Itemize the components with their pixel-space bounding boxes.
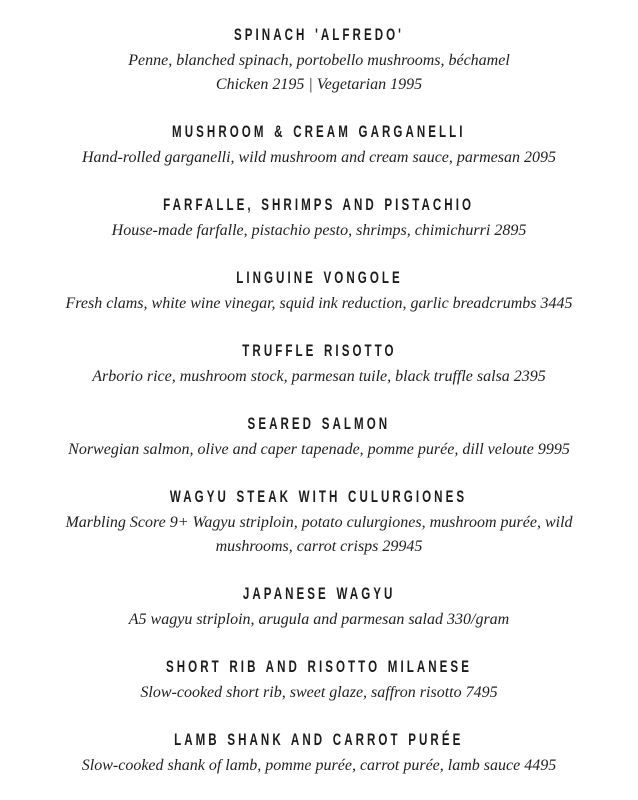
dish-name: TRUFFLE RISOTTO (241, 341, 397, 360)
menu-item (28, 657, 610, 705)
dish-name: SHORT RIB AND RISOTTO MILANESE (166, 657, 472, 676)
dish-name: SPINACH 'ALFREDO' (233, 25, 404, 44)
dish-name: JAPANESE WAGYU (242, 584, 396, 603)
dish-description-line: House-made farfalle, pistachio pesto, shrimps, chimichurri 2895 (111, 222, 527, 239)
dish-description (28, 292, 610, 316)
menu-item (28, 584, 610, 632)
dish-name: WAGYU STEAK WITH CULURGIONES (170, 487, 468, 506)
dish-name: LAMB SHANK AND CARROT PURÉE (174, 730, 464, 749)
dish-name: SEARED SALMON (247, 414, 391, 433)
dish-description (28, 438, 610, 462)
dish-description-line: Slow-cooked shank of lamb, pomme purée, carrot purée, lamb sauce 4495 (81, 757, 557, 774)
dish-description-line: Fresh clams, white wine vinegar, squid ink reduction, garlic breadcrumbs 3445 (65, 295, 573, 312)
dish-description-line: Chicken 2195 | Vegetarian 1995 (215, 76, 423, 93)
dish-description-line: Penne, blanched spinach, portobello mushrooms, béchamel (128, 52, 510, 69)
dish-description (28, 49, 610, 97)
dish-description (28, 681, 610, 705)
dish-description-line: Norwegian salmon, olive and caper tapenade, pomme purée, dill veloute 9995 (68, 441, 570, 458)
dish-description (28, 511, 610, 559)
dish-description (28, 146, 610, 170)
menu-item (28, 122, 610, 170)
menu-item (28, 268, 610, 316)
menu-item (28, 195, 610, 243)
menu-item (28, 487, 610, 559)
menu-item (28, 730, 610, 778)
dish-description-line: A5 wagyu striploin, arugula and parmesan salad 330/gram (128, 611, 510, 628)
menu-item-list (28, 25, 610, 778)
dish-description (28, 219, 610, 243)
dish-description (28, 365, 610, 389)
dish-name: FARFALLE, SHRIMPS AND PISTACHIO (163, 195, 475, 214)
dish-description-line: Slow-cooked short rib, sweet glaze, saffron risotto 7495 (140, 684, 498, 701)
menu-item (28, 414, 610, 462)
dish-description-line: Hand-rolled garganelli, wild mushroom and cream sauce, parmesan 2095 (81, 149, 557, 166)
menu-item (28, 341, 610, 389)
dish-description (28, 754, 610, 778)
dish-name: LINGUINE VONGOLE (235, 268, 403, 287)
menu-item (28, 25, 610, 97)
dish-name: MUSHROOM & CREAM GARGANELLI (172, 122, 466, 141)
dish-description-line: Marbling Score 9+ Wagyu striploin, potato culurgiones, mushroom purée, wild (65, 514, 573, 531)
dish-description (28, 608, 610, 632)
dish-description-line: Arborio rice, mushroom stock, parmesan tuile, black truffle salsa 2395 (92, 368, 546, 385)
dish-description-line: mushrooms, carrot crisps 29945 (215, 538, 423, 555)
